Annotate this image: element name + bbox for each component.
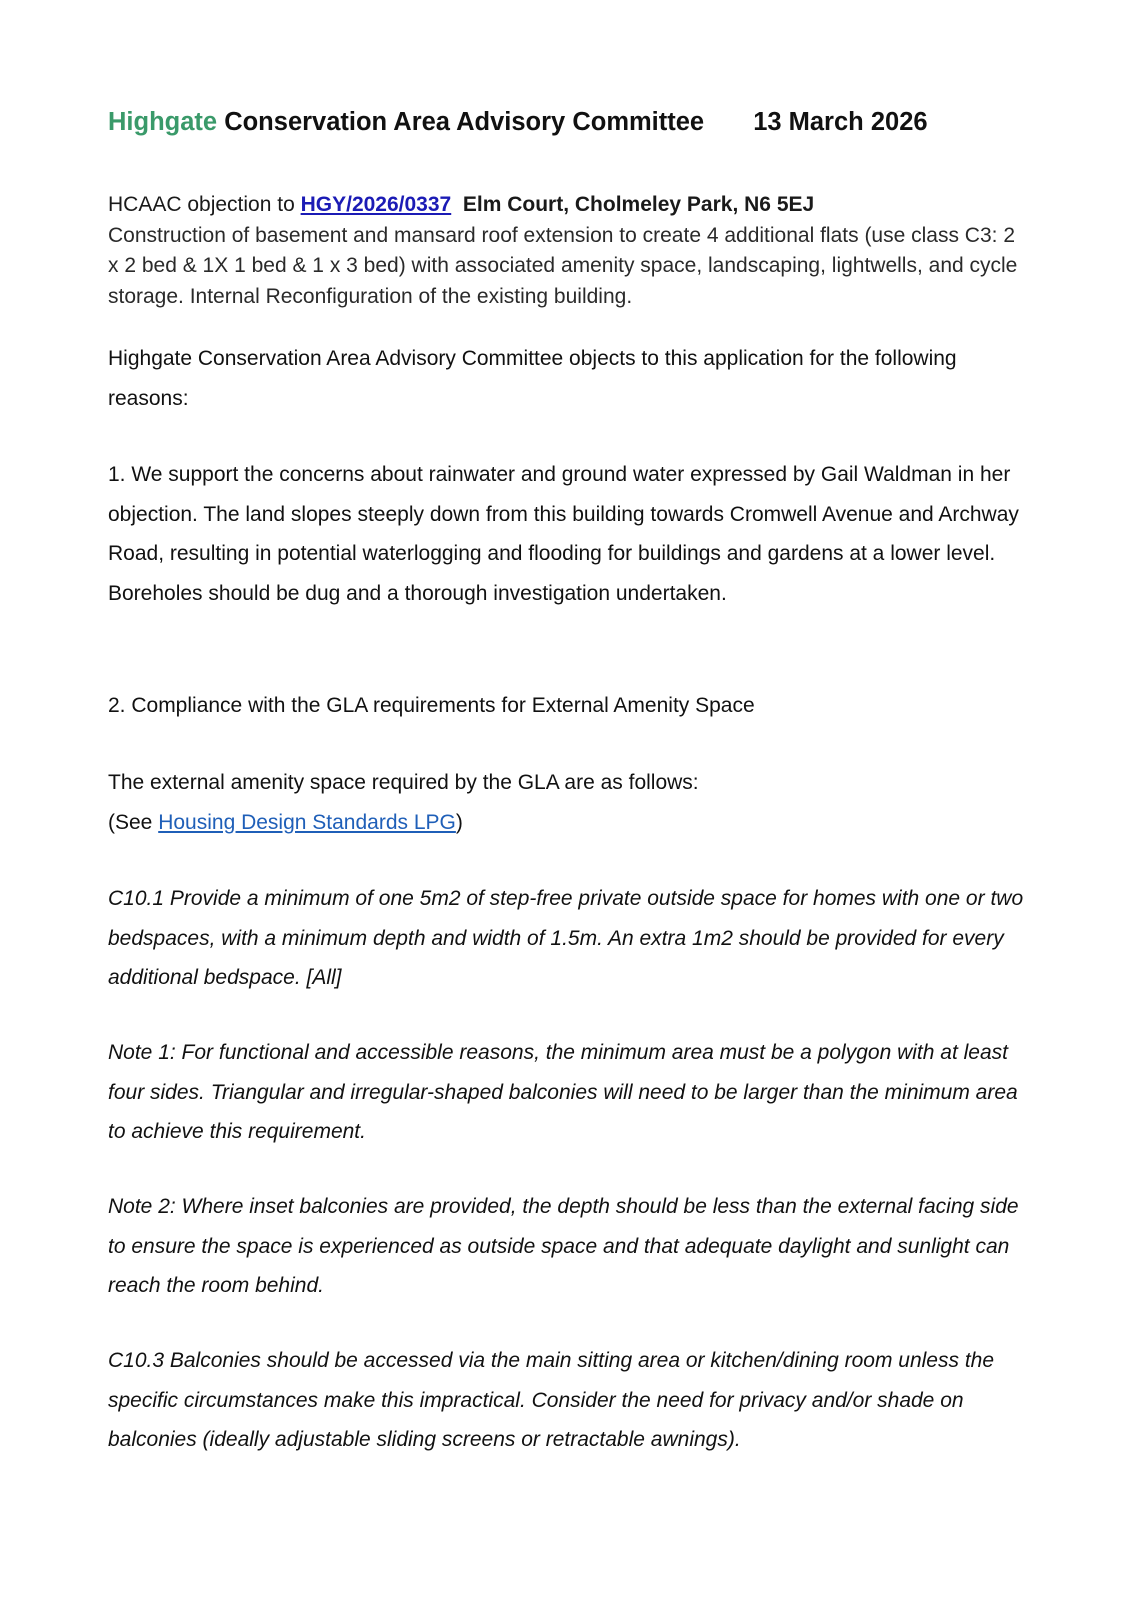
point-1-rainwater: 1. We support the concerns about rainwater and ground water expressed by Gail Waldman in her objection. The land slopes steeply down from this building towards Cromwell Avenue and Archway Road, resulting in potential waterlogging and flooding for buildings and gardens at a lower level. Boreholes should be dug and a thorough investigation undertaken. [108, 463, 1019, 605]
objects-statement: Highgate Conservation Area Advisory Committee objects to this application for the following reasons: [108, 347, 957, 410]
document-header [108, 106, 928, 138]
gla-intro-line: The external amenity space required by the GLA are as follows: [108, 771, 699, 794]
point-2-heading: 2. Compliance with the GLA requirements for External Amenity Space [108, 694, 755, 717]
note-2: Note 2: Where inset balconies are provided, the depth should be less than the external facing side to ensure the space is experienced as outside space and that adequate daylight and sunlight can reach the room behind. [108, 1195, 1019, 1297]
gla-requirements-intro [108, 763, 1028, 842]
header-highgate: Highgate [108, 108, 218, 136]
housing-design-standards-link[interactable]: Housing Design Standards LPG [158, 810, 456, 834]
objection-intro: HCAAC objection to [108, 193, 295, 216]
see-suffix: ) [455, 810, 463, 834]
application-description: Construction of basement and mansard roof extension to create 4 additional flats (use class C3: 2 x 2 bed & 1X 1 bed & 1 x 3 bed) with associated amenity space, landscaping, lightwells, and cycle storage. Internal Reconfiguration of the existing building. [108, 223, 1018, 308]
note-1: Note 1: For functional and accessible reasons, the minimum area must be a polygon with at least four sides. Triangular and irregular-shaped balconies will need to be larger than the minimum area to achieve this requirement. [108, 1041, 1018, 1143]
objection-block [108, 190, 1028, 312]
objection-title-line [108, 190, 1028, 221]
see-reference-line [108, 803, 1028, 843]
see-prefix: (See [108, 810, 159, 834]
requirement-c10-3: C10.3 Balconies should be accessed via the main sitting area or kitchen/dining room unless the specific circumstances make this impractical. Consider the need for privacy and/or shade on balconies (ideally adjustable sliding screens or retractable awnings). [108, 1349, 995, 1451]
requirement-c10-1: C10.1 Provide a minimum of one 5m2 of step-free private outside space for homes with one or two bedspaces, with a minimum depth and width of 1.5m. An extra 1m2 should be provided for every additional bedspace. [All] [108, 887, 1024, 989]
header-committee-name: Conservation Area Advisory Committee [224, 108, 705, 136]
application-address: Elm Court, Cholmeley Park, N6 5EJ [462, 193, 815, 216]
application-ref-link[interactable]: HGY/2026/0337 [300, 193, 452, 216]
header-date: 13 March 2026 [753, 108, 928, 136]
